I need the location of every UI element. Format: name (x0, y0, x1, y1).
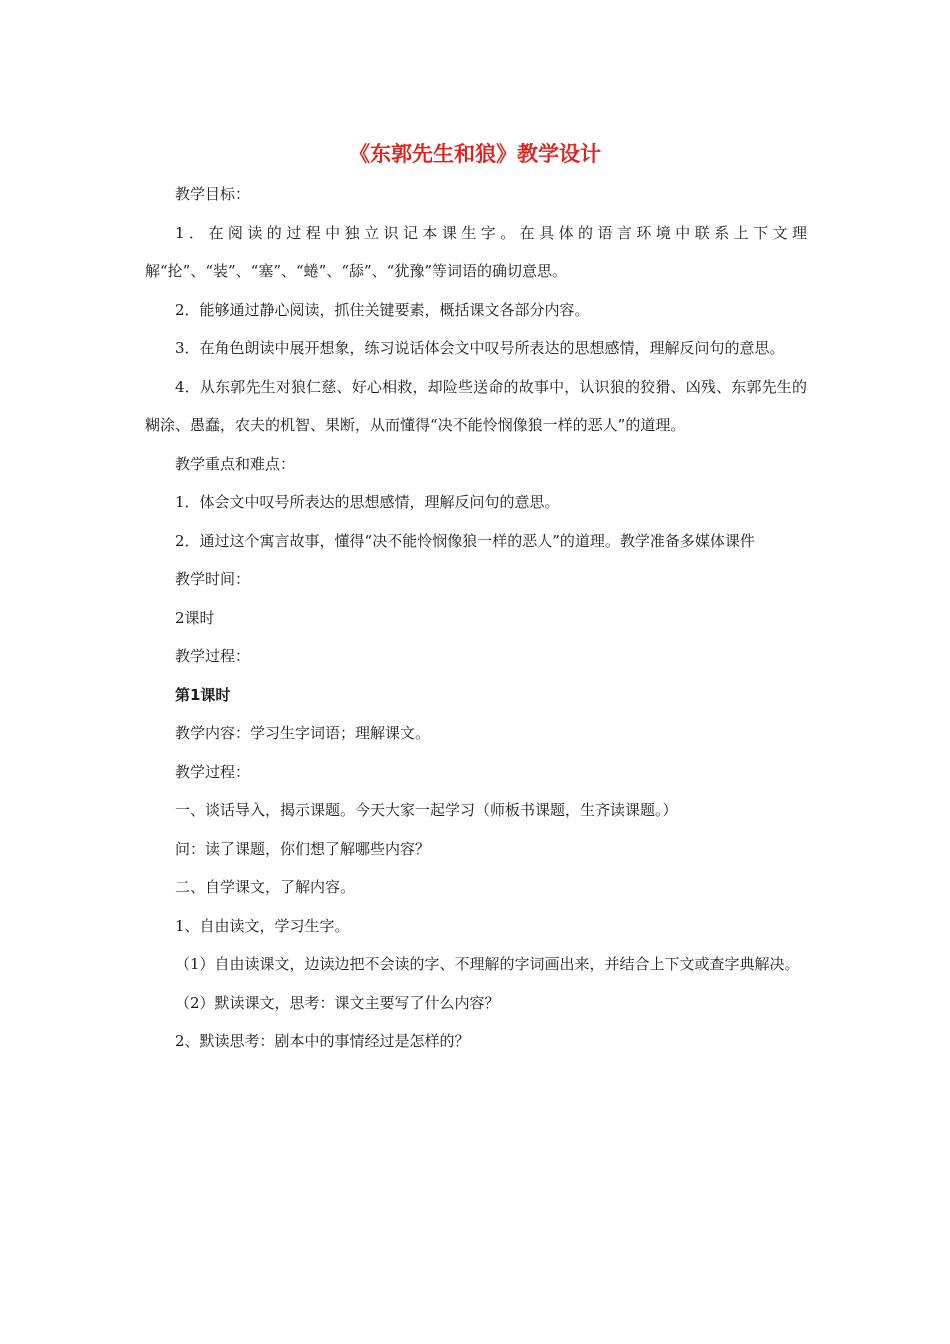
heading-time: 教学时间： (175, 570, 251, 588)
key-point-1: 1．体会文中叹号所表达的思想感情，理解反问句的意思。 (175, 493, 560, 511)
step-2-1-a: （1）自由读课文，边读边把不会读的字、不理解的字词画出来，并结合上下文或查字典解决。 (175, 955, 800, 973)
heading-key-points: 教学重点和难点： (175, 454, 296, 473)
document-title: 《东郭先生和狼》教学设计 (349, 142, 601, 166)
key-point-2: 2．通过这个寓言故事，懂得“决不能怜悯像狼一样的恶人”的道理。教学准备多媒体课件 (175, 531, 755, 550)
heading-process: 教学过程： (175, 647, 251, 665)
heading-objectives: 教学目标： (175, 185, 251, 203)
step-2-1-b: （2）默读课文，思考：课文主要写了什么内容？ (175, 993, 500, 1012)
step-2-2: 2、默读思考：剧本中的事情经过是怎样的？ (175, 1032, 470, 1050)
lesson-1-heading: 第1课时 (175, 685, 231, 704)
question: 问：读了课题，你们想了解哪些内容？ (175, 839, 431, 858)
step-2: 二、自学课文，了解内容。 (175, 878, 356, 896)
step-1: 一、谈话导入，揭示课题。今天大家一起学习（师板书课题，生齐读课题。） (175, 801, 678, 819)
objective-3: 3．在角色朗读中展开想象，练习说话体会文中叹号所表达的思想感情，理解反问句的意思。 (175, 339, 785, 357)
time-value: 2课时 (175, 608, 215, 627)
step-2-1: 1、自由读文，学习生字。 (175, 916, 350, 935)
objective-2: 2．能够通过静心阅读，抓住关键要素，概括课文各部分内容。 (175, 300, 590, 319)
heading-process-2: 教学过程： (175, 762, 251, 781)
lesson-content: 教学内容：学习生字词语；理解课文。 (175, 724, 431, 742)
objective-1: 1．在阅读的过程中独立识记本课生字。在具体的语言环境中联系上下文理解“抡”、“装”、“塞”、“蜷”、“舔”、“犹豫”等词语的确切意思。 (145, 223, 807, 280)
objective-4: 4．从东郭先生对狼仁慈、好心相救，却险些送命的故事中，认识狼的狡猾、凶残、东郭先生的糊涂、愚蠢，农夫的机智、果断，从而懂得“决不能怜悯像狼一样的恶人”的道理。 (145, 377, 807, 434)
document-body (145, 175, 807, 1061)
